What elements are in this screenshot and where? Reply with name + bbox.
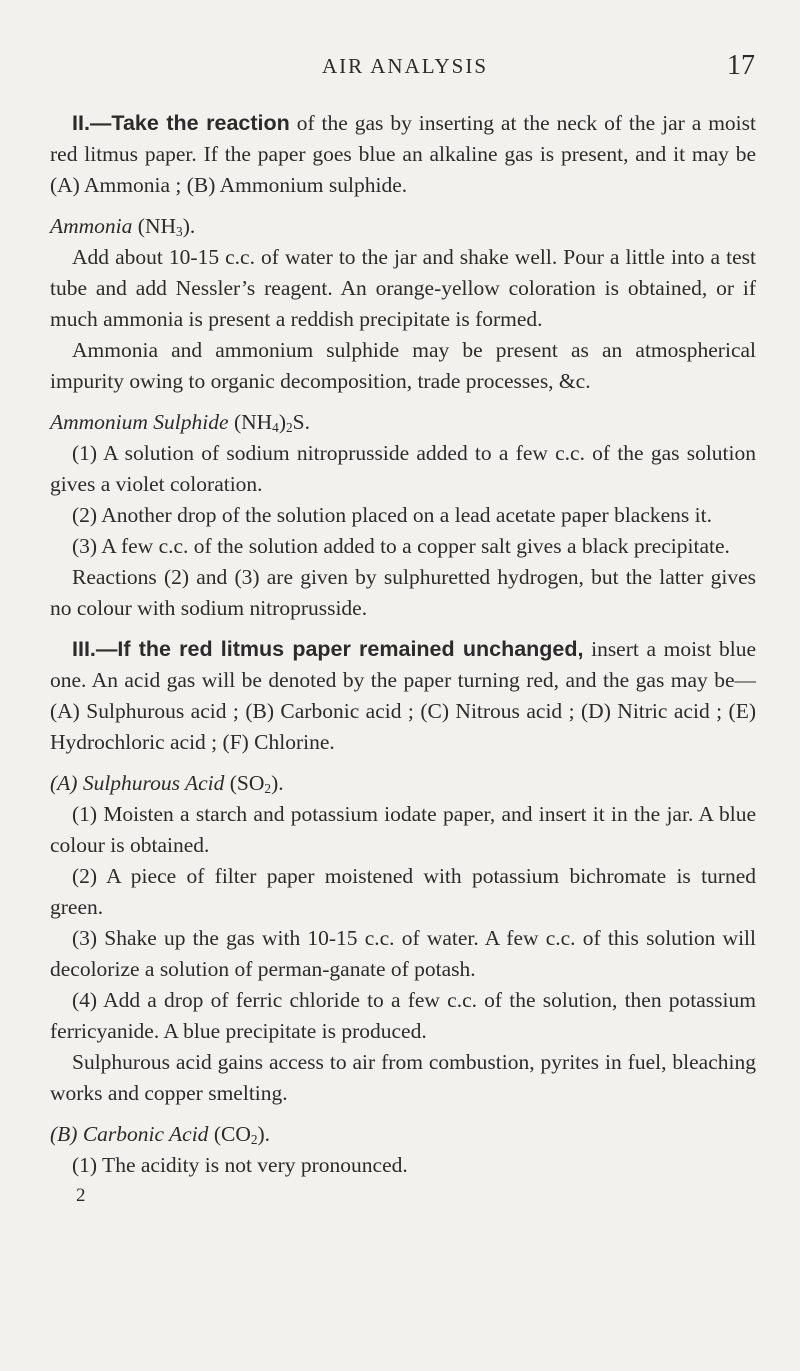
test-item: (3) Shake up the gas with 10-15 c.c. of water. A few c.c. of this solution will decolorize a solution of perman-ganate of potash. [50, 926, 756, 981]
paragraph-text: of the gas by inserting at the neck of the jar a moist red litmus paper. If the paper goes blue an alkaline gas is present, and it may be (A) Ammonia ; (B) Ammonium sulphide. [50, 111, 756, 197]
paragraph-ammonia-note: Ammonia and ammonium sulphide may be present as an atmospherical impurity owing to organic decomposition, trade processes, &c. [50, 338, 756, 393]
test-item: (2) Another drop of the solution placed on a lead acetate paper blackens it. [72, 503, 712, 527]
section-lead: III.—If the red litmus paper remained unchanged, [72, 637, 584, 661]
formula-subscript: 4 [272, 420, 279, 435]
subheading-title: Ammonia [50, 214, 133, 238]
formula-part: ). [182, 214, 196, 238]
test-item: (1) A solution of sodium nitroprusside added to a few c.c. of the gas solution gives a violet coloration. [50, 441, 756, 496]
formula-part: (CO [208, 1122, 251, 1146]
test-item: (3) A few c.c. of the solution added to a copper salt gives a black precipitate. [72, 534, 730, 558]
formula-part: ) [278, 410, 286, 434]
formula-part: S. [292, 410, 311, 434]
subheading-ammonia [50, 211, 756, 242]
subheading-carbonic-acid [50, 1119, 756, 1150]
formula-part: (NH [228, 410, 273, 434]
formula-part: (NH [132, 214, 177, 238]
test-item: (1) The acidity is not very pronounced. [72, 1153, 408, 1177]
signature-mark: 2 [76, 1185, 86, 1206]
running-title: AIR ANALYSIS [322, 53, 488, 78]
subheading-ammonium-sulphide [50, 407, 756, 438]
formula-subscript: 2 [250, 1132, 258, 1147]
section-number: II. [72, 111, 90, 135]
formula-part: ). [257, 1122, 271, 1146]
formula-subscript: 2 [264, 781, 272, 796]
formula-part: ). [271, 771, 284, 795]
test-item: (2) A piece of filter paper moistened with potassium bichromate is turned green. [50, 864, 756, 919]
page-number: 17 [727, 50, 755, 81]
formula-subscript: 2 [286, 420, 293, 435]
formula-part: (SO [224, 771, 265, 795]
page-body [50, 108, 756, 1209]
paragraph-note: Sulphurous acid gains access to air from combustion, pyrites in fuel, bleaching works and copper smelting. [50, 1050, 756, 1105]
subheading-title: Ammonium Sulphide [50, 410, 229, 434]
test-item: (1) Moisten a starch and potassium iodate paper, and insert it in the jar. A blue colour is obtained. [50, 802, 756, 857]
paragraph-section-iii [50, 634, 756, 758]
formula-subscript: 3 [176, 224, 183, 239]
subheading-title: (B) Carbonic Acid [50, 1122, 209, 1146]
paragraph-section-ii [50, 108, 756, 201]
section-lead: —Take the reaction [89, 111, 290, 135]
paragraph-note: Reactions (2) and (3) are given by sulphuretted hydrogen, but the latter gives no colour with sodium nitroprusside. [50, 565, 756, 620]
subheading-title: (A) Sulphurous Acid [50, 771, 225, 795]
test-item: (4) Add a drop of ferric chloride to a few c.c. of the solution, then potassium ferricyanide. A blue precipitate is produced. [50, 988, 756, 1043]
subheading-sulphurous-acid [50, 768, 756, 799]
paragraph-text: insert a moist blue one. An acid gas will be denoted by the paper turning red, and the gas may be—(A) Sulphurous acid ; (B) Carbonic acid ; (C) Nitrous acid ; (D) Nitric acid ; (E) Hydrochloric acid ; (F) Chlorine. [50, 637, 756, 754]
paragraph-ammonia-test: Add about 10-15 c.c. of water to the jar and shake well. Pour a little into a test tube and add Nessler’s reagent. An orange-yellow coloration is obtained, or if much ammonia is present a reddish precipitate is formed. [50, 245, 756, 331]
page-header [55, 48, 755, 84]
